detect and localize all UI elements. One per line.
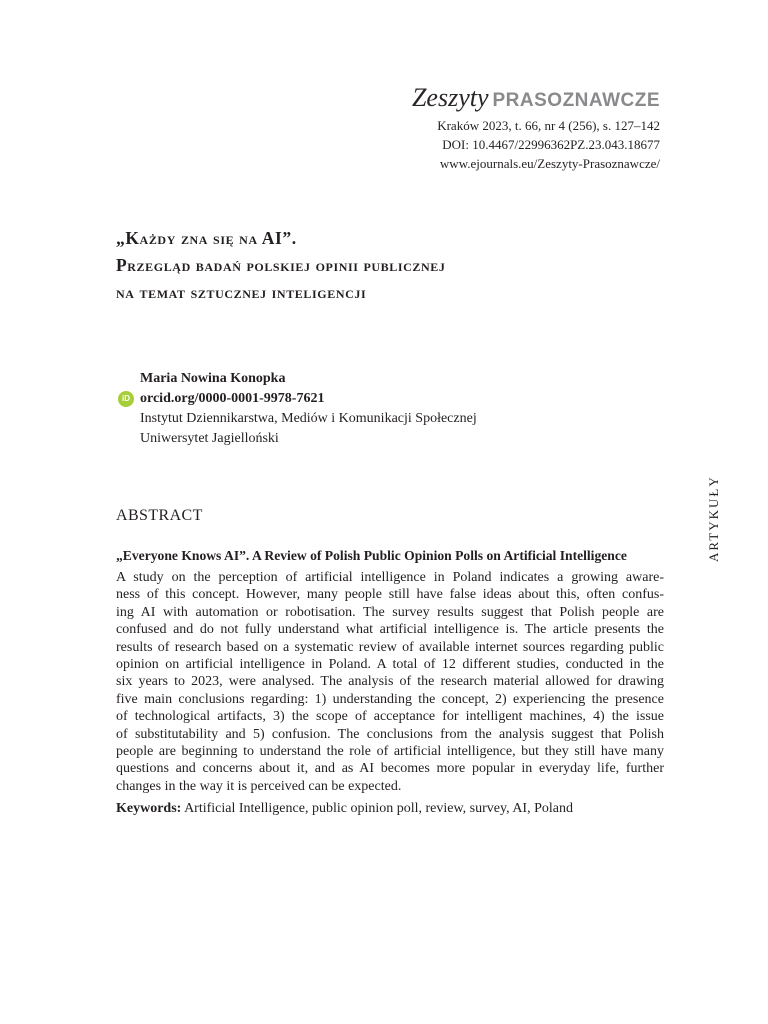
- author-block: [122, 369, 477, 449]
- abstract-english-title: „Everyone Knows AI”. A Review of Polish Public Opinion Polls on Artificial Intelligence: [116, 548, 627, 563]
- author-affiliation-institute: Instytut Dziennikarstwa, Mediów i Komunikacji Społecznej: [140, 411, 477, 426]
- author-affiliation-university: Uniwersytet Jagielloński: [140, 431, 279, 446]
- journal-url[interactable]: www.ejournals.eu/Zeszyty-Prasoznawcze/: [439, 156, 660, 171]
- orcid-text[interactable]: orcid.org/0000-0001-9978-7621: [140, 391, 325, 406]
- abstract-line: opinion on artificial intelligence in Poland. A total of 12 different studies, conducted in the: [116, 657, 664, 673]
- title-line-1: „Każdy zna się na AI”.: [116, 228, 297, 248]
- title-line-2: Przegląd badań polskiej opinii publicznej: [116, 255, 446, 275]
- section-label-vertical: ARTYKUŁY: [706, 475, 721, 562]
- abstract-line: questions and concerns about it, and as AI becomes more popular in everyday life, further: [116, 761, 664, 777]
- journal-citation: Kraków 2023, t. 66, nr 4 (256), s. 127–142: [437, 118, 660, 133]
- abstract-line: A study on the perception of artificial intelligence in Poland indicates a growing aware-: [116, 570, 664, 585]
- abstract-line: ing AI with automation or robotisation. The survey results suggest that Polish people are: [116, 604, 664, 620]
- orcid-link[interactable]: [122, 389, 477, 409]
- journal-title-italic: Zeszyty: [411, 83, 489, 112]
- author-name: Maria Nowina Konopka: [140, 371, 286, 386]
- title-line-3: na temat sztucznej inteligencji: [116, 282, 367, 302]
- keywords: [116, 801, 573, 817]
- journal-title: [412, 84, 660, 116]
- abstract-line: five main conclusions regarding: 1) understanding the concept, 2) experiencing the presence: [116, 691, 664, 707]
- keywords-label: Keywords:: [116, 801, 182, 816]
- abstract-line: changes in the way it is perceived can be expected.: [116, 778, 402, 794]
- journal-title-bold: PRASOZNAWCZE: [492, 90, 660, 111]
- keywords-list: Artificial Intelligence, public opinion poll, review, survey, AI, Poland: [184, 801, 573, 816]
- abstract-line: results of research based on a systematic review of available internet sources regarding public: [116, 639, 664, 655]
- abstract-heading: ABSTRACT: [116, 507, 203, 524]
- journal-header: [412, 84, 660, 173]
- abstract-line: of substitutability and 5) confusion. The conclusions from the analysis suggest that Polish: [116, 726, 664, 742]
- orcid-icon[interactable]: iD: [118, 391, 134, 407]
- journal-doi[interactable]: DOI: 10.4467/22996362PZ.23.043.18677: [442, 137, 660, 152]
- abstract-line: people are beginning to understand the role of artificial intelligence, but they still have many: [116, 744, 664, 760]
- abstract-line: six years to 2023, were analysed. The analysis of the research material allowed for drawing: [116, 674, 664, 690]
- abstract-line: ness of this concept. However, many people still have false ideas about this, often confus-: [116, 587, 664, 603]
- abstract-line: confused and do not fully understand what artificial intelligence is. The article presents the: [116, 622, 664, 638]
- article-title: [116, 225, 446, 306]
- abstract-body: [116, 569, 664, 795]
- abstract-line: of technological artifacts, 3) the scope of acceptance for intelligent machines, 4) the issue: [116, 709, 664, 725]
